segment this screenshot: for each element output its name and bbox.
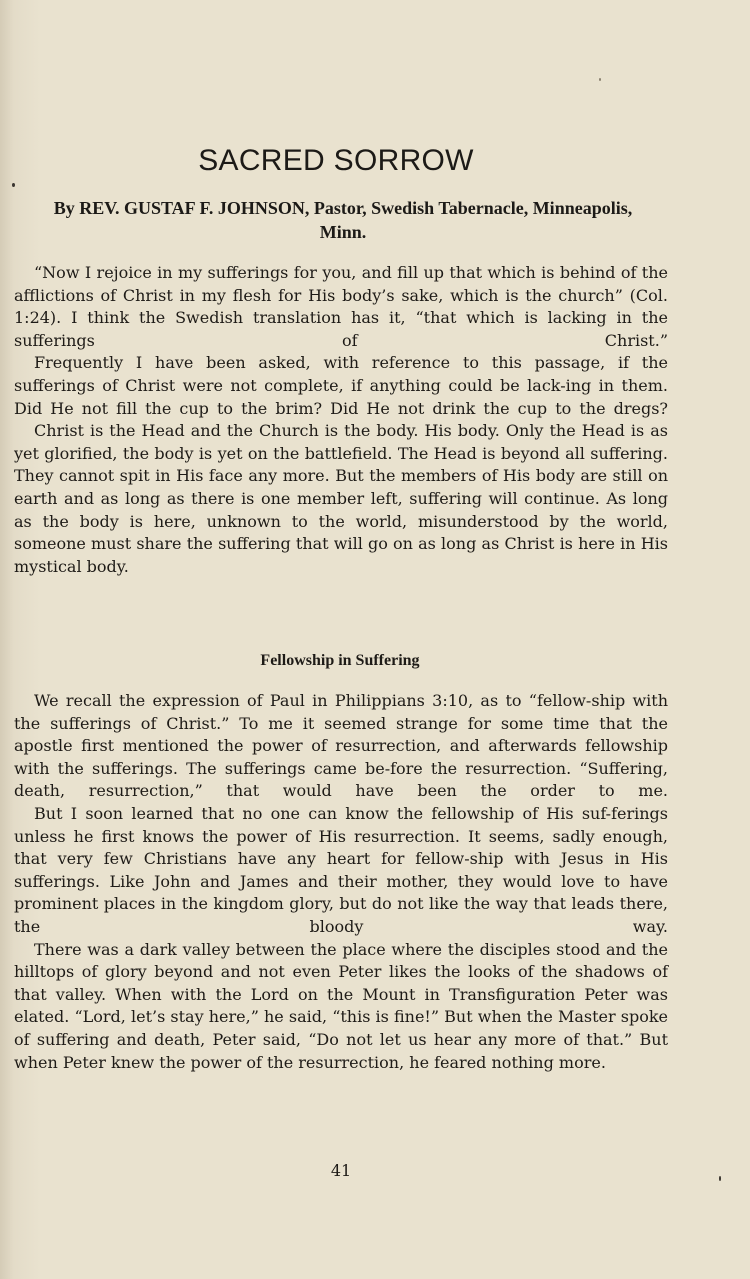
- paragraph: “Now I rejoice in my sufferings for you, and fill up that which is behind of the afflictions of Christ in my flesh for His body’s sake, which is the church” (Col. 1:24). I think the Swedish translation has it, “that which is lacking in the sufferings of Christ.”: [14, 263, 668, 350]
- section-1-body: [14, 262, 668, 578]
- paragraph: We recall the expression of Paul in Philippians 3:10, as to “fellow-ship with the sufferings of Christ.” To me it seemed strange for some time that the apostle first mentioned the power of resurrection, and afterwards fellowship with the sufferings. The sufferings came be-fore the resurrection. “Suffering, death, resurrection,” that would have been the order to me.: [14, 691, 668, 801]
- paragraph: Frequently I have been asked, with reference to this passage, if the sufferings of Christ were not complete, if anything could be lack-ing in them. Did He not fill the cup to the brim? Did He not drink the cup to the dregs?: [14, 353, 668, 418]
- ink-speck: [599, 78, 601, 81]
- author-byline: By REV. GUSTAF F. JOHNSON, Pastor, Swedish Tabernacle, Minneapolis, Minn.: [53, 198, 633, 242]
- paragraph: There was a dark valley between the place where the disciples stood and the hilltops of glory beyond and not even Peter likes the looks of the shadows of that valley. When with the Lord on the Mount in Transfiguration Peter was elated. “Lord, let’s stay here,” he said, “this is fine!” But when the Master spoke of suffering and death, Peter said, “Do not let us hear any more of that.” But when Peter knew the power of the resurrection, he feared nothing more.: [14, 939, 668, 1072]
- paragraph: Christ is the Head and the Church is the body. His body. Only the Head is as yet glorified, the body is yet on the battlefield. The Head is beyond all suffering. They cannot spit in His face any more. But the members of His body are still on earth and as long as there is one member left, suffering will continue. As long as the body is here, unknown to the world, misunderstood by the world, someone must share the suffering that will go on as long as Christ is here in His mystical body.: [14, 421, 668, 576]
- ink-speck: [12, 183, 15, 187]
- ink-speck: [719, 1176, 721, 1181]
- page-number: 41: [330, 1161, 352, 1180]
- article-title: SACRED SORROW: [198, 144, 474, 177]
- section-2-body: [14, 690, 668, 1074]
- section-subheading: Fellowship in Suffering: [260, 652, 420, 669]
- paragraph: But I soon learned that no one can know the fellowship of His suf-ferings unless he first knows the power of His resurrection. It seems, sadly enough, that very few Christians have any heart for fellow-ship with Jesus in His sufferings. Like John and James and their mother, they would love to have prominent places in the kingdom glory, but do not like the way that leads there, the bloody way.: [14, 803, 668, 936]
